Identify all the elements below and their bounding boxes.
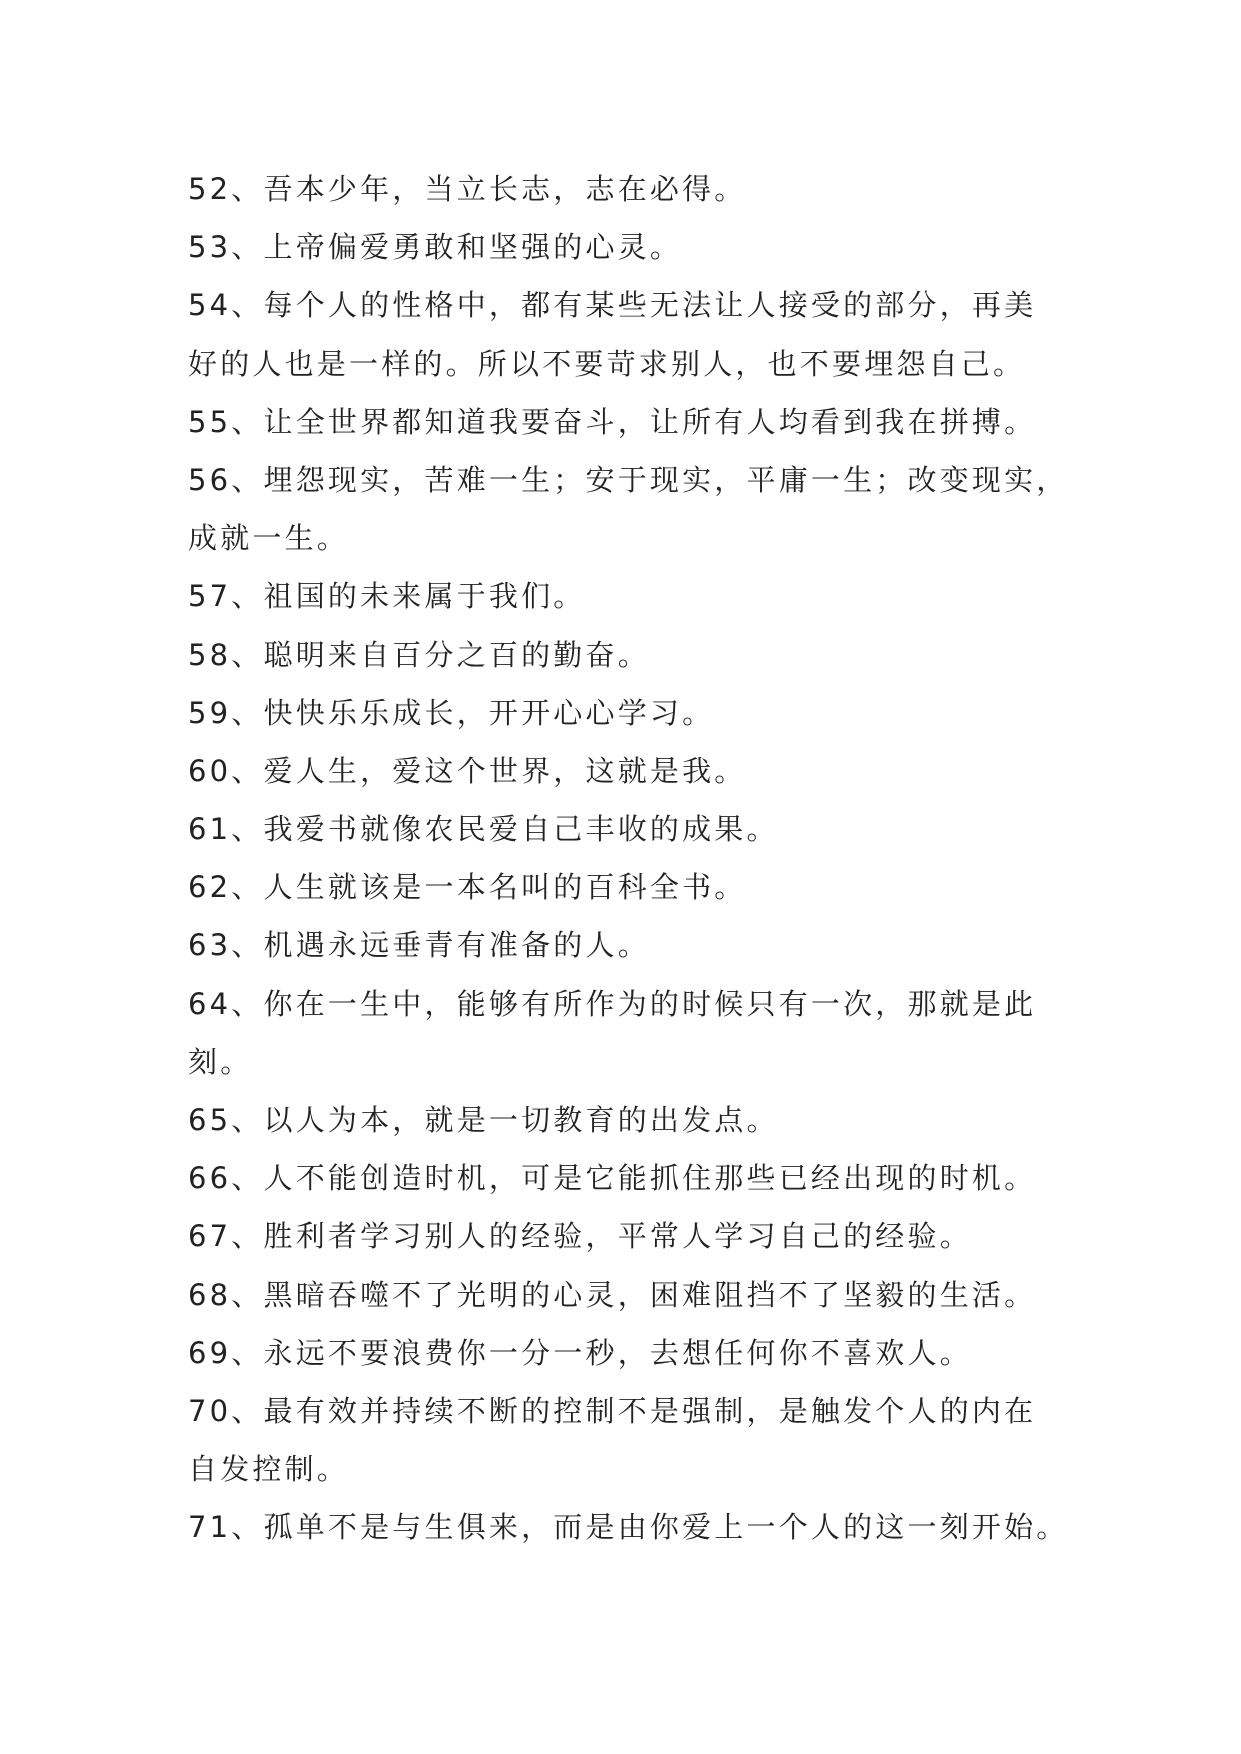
text-line: 69、永远不要浪费你一分一秒，去想任何你不喜欢人。 [188, 1335, 972, 1370]
text-line: 刻。 [188, 1044, 253, 1079]
text-line: 61、我爱书就像农民爱自己丰收的成果。 [188, 812, 779, 847]
text-line: 54、每个人的性格中，都有某些无法让人接受的部分，再美 [188, 288, 1037, 323]
text-line: 66、人不能创造时机，可是它能抓住那些已经出现的时机。 [188, 1161, 1037, 1196]
text-line: 59、快快乐乐成长，开开心心学习。 [188, 695, 715, 730]
text-line: 好的人也是一样的。所以不要苛求别人，也不要埋怨自己。 [188, 346, 1026, 381]
text-line: 57、祖国的未来属于我们。 [188, 579, 586, 614]
text-line: 58、聪明来自百分之百的勤奋。 [188, 637, 650, 672]
text-line: 自发控制。 [188, 1452, 350, 1487]
text-line: 60、爱人生，爱这个世界，这就是我。 [188, 753, 747, 788]
text-line: 67、胜利者学习别人的经验，平常人学习自己的经验。 [188, 1219, 972, 1254]
document-body [188, 160, 1068, 1557]
text-line: 71、孤单不是与生俱来，而是由你爱上一个人的这一刻开始。 [188, 1510, 1069, 1545]
text-line: 68、黑暗吞噬不了光明的心灵，困难阻挡不了坚毅的生活。 [188, 1277, 1037, 1312]
text-line: 62、人生就该是一本名叫的百科全书。 [188, 870, 747, 905]
text-line: 70、最有效并持续不断的控制不是强制，是触发个人的内在 [188, 1393, 1037, 1428]
text-line: 65、以人为本，就是一切教育的出发点。 [188, 1103, 779, 1137]
text-line: 53、上帝偏爱勇敢和坚强的心灵。 [188, 230, 683, 265]
text-line: 63、机遇永远垂青有准备的人。 [188, 928, 650, 963]
text-line: 64、你在一生中，能够有所作为的时候只有一次，那就是此 [188, 986, 1037, 1021]
text-line: 55、让全世界都知道我要奋斗，让所有人均看到我在拼搏。 [188, 404, 1037, 439]
text-line: 52、吾本少年，当立长志，志在必得。 [188, 172, 747, 206]
text-line: 56、埋怨现实，苦难一生；安于现实，平庸一生；改变现实， [188, 462, 1069, 497]
text-line: 成就一生。 [188, 521, 350, 556]
